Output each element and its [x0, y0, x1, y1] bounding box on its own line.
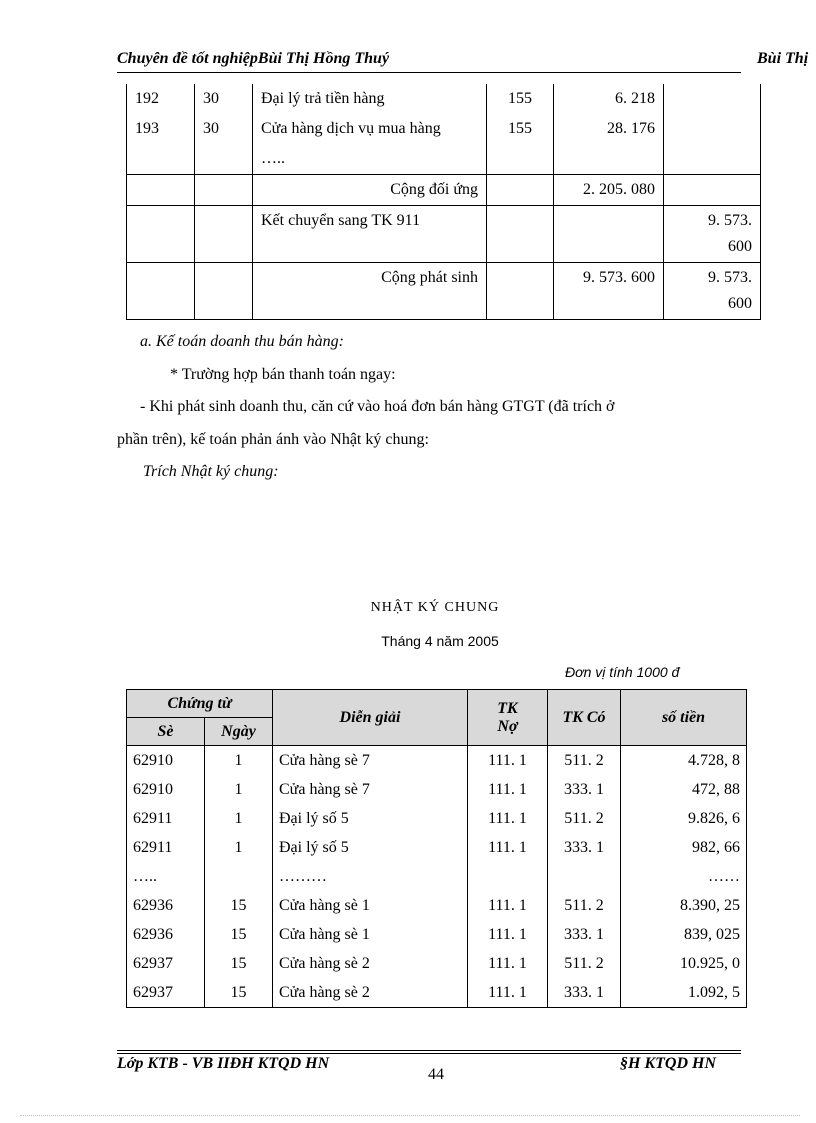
journal-amount: …… — [621, 862, 747, 891]
journal-day: 15 — [205, 920, 273, 949]
header-title: Chuyên đề tốt nghiệpBùi Thị Hồng Thuý — [117, 50, 390, 67]
journal-row — [127, 833, 747, 862]
header-credit: TK Có — [548, 690, 621, 746]
journal-day: 1 — [205, 833, 273, 862]
ledger-credit — [664, 144, 761, 175]
header-voucher: Chứng từ — [127, 690, 273, 718]
journal-day: 15 — [205, 891, 273, 920]
ledger-debit: 6. 218 — [554, 84, 664, 114]
journal-amount: 9.826, 6 — [621, 804, 747, 833]
journal-amount: 8.390, 25 — [621, 891, 747, 920]
journal-amount: 1.092, 5 — [621, 978, 747, 1008]
journal-desc: ……… — [273, 862, 468, 891]
journal-credit — [548, 862, 621, 891]
ledger-row — [127, 144, 761, 175]
journal-debit — [468, 862, 548, 891]
doi-ung-label: Cộng đối ứng — [253, 175, 487, 206]
journal-amount: 472, 88 — [621, 775, 747, 804]
journal-no: 62937 — [127, 949, 205, 978]
phat-sinh-credit: 9. 573. 600 — [664, 263, 761, 320]
journal-no: 62936 — [127, 920, 205, 949]
journal-day — [205, 862, 273, 891]
journal-no: 62911 — [127, 804, 205, 833]
header-rule — [117, 72, 741, 73]
journal-amount: 10.925, 0 — [621, 949, 747, 978]
journal-desc: Cửa hàng sè 1 — [273, 891, 468, 920]
ledger-desc: Đại lý trả tiền hàng — [253, 84, 487, 114]
ledger-acct — [487, 144, 554, 175]
footer-rule — [117, 1053, 741, 1054]
ledger-phat-sinh-row — [127, 263, 761, 320]
journal-row — [127, 920, 747, 949]
journal-credit: 511. 2 — [548, 746, 621, 776]
footer-school: §H KTQD HN — [620, 1055, 716, 1072]
journal-no: 62910 — [127, 775, 205, 804]
journal-row — [127, 978, 747, 1008]
journal-credit: 511. 2 — [548, 804, 621, 833]
ledger-ket-chuyen-row — [127, 206, 761, 263]
ledger-table — [126, 84, 761, 320]
ledger-no: 192 — [127, 84, 195, 114]
ledger-acct: 155 — [487, 114, 554, 144]
journal-desc: Cửa hàng sè 2 — [273, 949, 468, 978]
ledger-debit: 28. 176 — [554, 114, 664, 144]
footer-rule — [117, 1050, 741, 1051]
journal-debit: 111. 1 — [468, 804, 548, 833]
ledger-acct: 155 — [487, 84, 554, 114]
journal-day: 15 — [205, 949, 273, 978]
ledger-day: 30 — [195, 114, 253, 144]
header-debit: TK Nợ — [468, 690, 548, 746]
header-author: Bùi Thị — [757, 50, 809, 67]
journal-day: 1 — [205, 775, 273, 804]
journal-debit: 111. 1 — [468, 746, 548, 776]
journal-debit: 111. 1 — [468, 920, 548, 949]
phat-sinh-label: Cộng phát sinh — [253, 263, 487, 320]
journal-desc: Cửa hàng sè 2 — [273, 978, 468, 1008]
journal-desc: Đại lý số 5 — [273, 833, 468, 862]
ledger-doi-ung-row — [127, 175, 761, 206]
ledger-credit — [664, 84, 761, 114]
section-heading: a. Kế toán doanh thu bán hàng: — [140, 333, 344, 350]
header-date: Ngày — [205, 718, 273, 746]
page-number: 44 — [428, 1066, 444, 1083]
header-number: Sè — [127, 718, 205, 746]
ledger-day — [195, 144, 253, 175]
journal-no: 62936 — [127, 891, 205, 920]
journal-row — [127, 746, 747, 776]
journal-title: NHẬT KÝ CHUNG — [370, 600, 500, 615]
journal-credit: 333. 1 — [548, 920, 621, 949]
journal-no: 62910 — [127, 746, 205, 776]
journal-day: 1 — [205, 746, 273, 776]
journal-row — [127, 891, 747, 920]
journal-row — [127, 862, 747, 891]
ledger-desc: ….. — [253, 144, 487, 175]
phat-sinh-debit: 9. 573. 600 — [554, 263, 664, 320]
footer-class: Lớp KTB - VB IIĐH KTQD HN — [117, 1055, 330, 1072]
header-amount: số tiền — [621, 690, 747, 746]
journal-desc: Đại lý số 5 — [273, 804, 468, 833]
journal-day: 15 — [205, 978, 273, 1008]
journal-amount: 982, 66 — [621, 833, 747, 862]
journal-credit: 333. 1 — [548, 833, 621, 862]
journal-debit: 111. 1 — [468, 891, 548, 920]
ledger-debit — [554, 144, 664, 175]
journal-unit: Đơn vị tính 1000 đ — [565, 664, 680, 680]
ledger-row — [127, 114, 761, 144]
journal-no: 62911 — [127, 833, 205, 862]
journal-day: 1 — [205, 804, 273, 833]
ledger-desc: Cửa hàng dịch vụ mua hàng — [253, 114, 487, 144]
journal-desc: Cửa hàng sè 1 — [273, 920, 468, 949]
journal-debit: 111. 1 — [468, 775, 548, 804]
ledger-day: 30 — [195, 84, 253, 114]
ket-chuyen-label: Kết chuyển sang TK 911 — [253, 206, 487, 263]
journal-table — [126, 689, 747, 1008]
paragraph-line-2: phần trên), kế toán phản ánh vào Nhật ký chung: — [117, 431, 429, 448]
page-bottom-border — [20, 1115, 800, 1116]
paragraph-line-1: - Khi phát sinh doanh thu, căn cứ vào hoá đơn bán hàng GTGT (đã trích ở — [140, 398, 615, 415]
ket-chuyen-credit: 9. 573. 600 — [664, 206, 761, 263]
journal-amount: 839, 025 — [621, 920, 747, 949]
header-description: Diễn giải — [273, 690, 468, 746]
journal-row — [127, 775, 747, 804]
excerpt-label: Trích Nhật ký chung: — [143, 463, 279, 480]
ledger-credit — [664, 114, 761, 144]
journal-no: 62937 — [127, 978, 205, 1008]
journal-credit: 511. 2 — [548, 891, 621, 920]
ledger-no: 193 — [127, 114, 195, 144]
journal-amount: 4.728, 8 — [621, 746, 747, 776]
journal-debit: 111. 1 — [468, 833, 548, 862]
journal-row — [127, 804, 747, 833]
journal-credit: 333. 1 — [548, 978, 621, 1008]
journal-credit: 333. 1 — [548, 775, 621, 804]
case-heading: * Trường hợp bán thanh toán ngay: — [170, 366, 396, 383]
journal-desc: Cửa hàng sè 7 — [273, 746, 468, 776]
journal-no: ….. — [127, 862, 205, 891]
journal-credit: 511. 2 — [548, 949, 621, 978]
journal-debit: 111. 1 — [468, 978, 548, 1008]
journal-row — [127, 949, 747, 978]
ledger-no — [127, 144, 195, 175]
journal-debit: 111. 1 — [468, 949, 548, 978]
journal-subtitle: Tháng 4 năm 2005 — [381, 633, 499, 649]
journal-desc: Cửa hàng sè 7 — [273, 775, 468, 804]
doi-ung-debit: 2. 205. 080 — [554, 175, 664, 206]
ledger-row — [127, 84, 761, 114]
